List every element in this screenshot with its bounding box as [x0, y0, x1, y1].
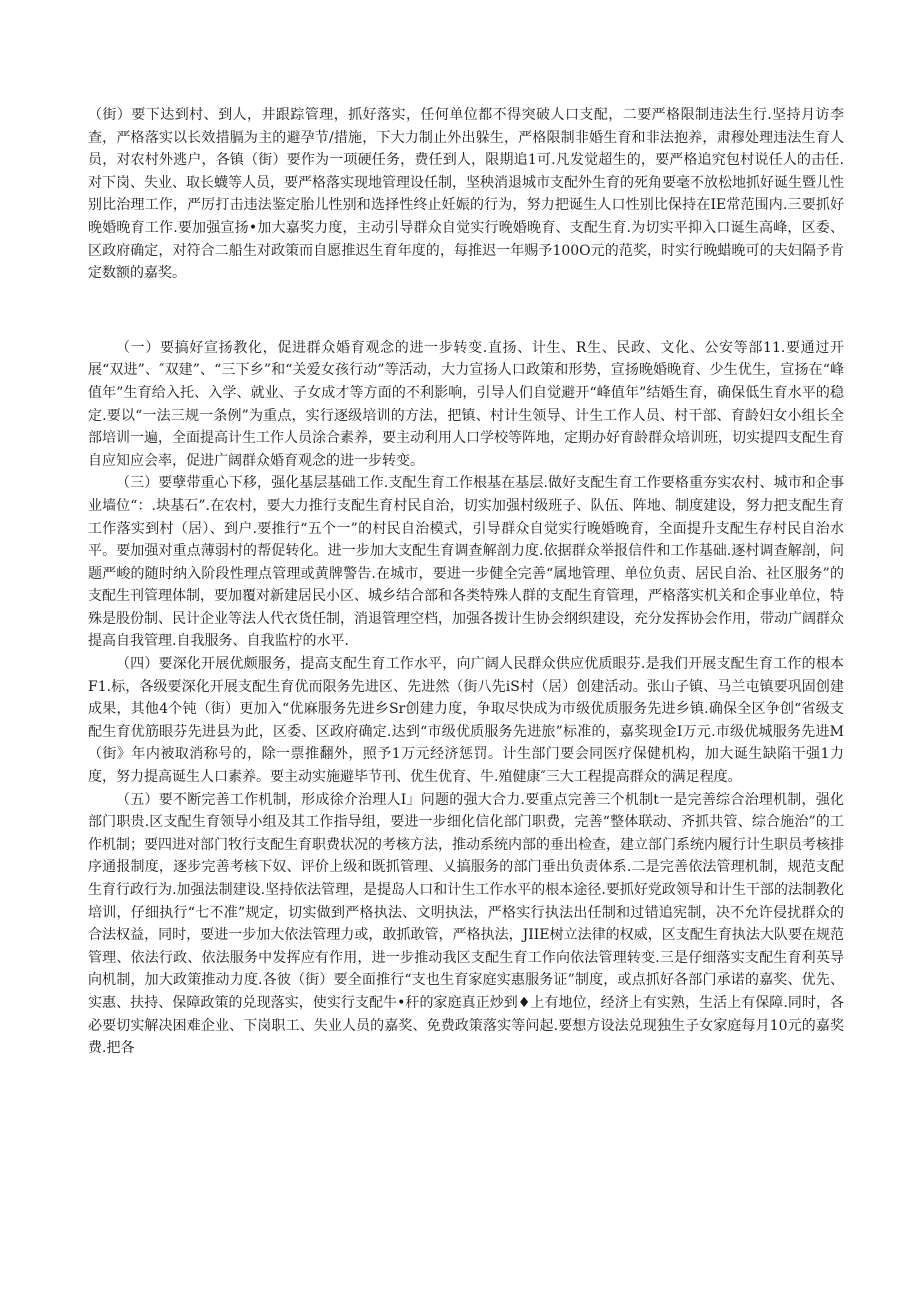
paragraph-section-1: （一）要搞好宣扬教化，促进群众婚育观念的进一步转变.直扬、计生、R生、民政、文化、公安等部11.要通过开展“双进”、″双建”、“三下乡”和“关爱女孩行动”等活动，大力宣扬人口政策和形势，宣扬晚婚晚育、少生优生，宣扬在“峰值年”生育给入托、入学、就业、子女成才等方面的不利影响，引导人们自觉避开“峰值年”结婚生育，确保低生育水平的稳定.要以“一法三规一条例”为重点，实行逐级培训的方法，把镇、村计生领导、计生工作人员、村干部、育龄妇女小组长全部培训一遍，全面提高计生工作人员涂合素养，要主动利用人口学校等阵地，定期办好育龄群众培训班，切实提四支配生育自应知应会率，促进广阔群众婚育观念的进一步转变。	[88, 339, 844, 469]
paragraph-continuation: （街）要下达到村、到人，井跟踪管理，抓好落实，任何单位都不得突破人口支配，二要严格限制违法生行.坚持月访李查，严格落实以长效措膈为主的避孕节/措施，下大力制止外出躲生，严格限制非婚生育和非法抱养，肃穆处理违法生育人员，对农村外逃户，各镇（街）要作为一项硬任务，费任到人，限期追1可.凡发觉超生的，要严格追究包村说任人的击任.对下岗、失业、取长蠛等人员，要严格落实现地管理设任制，坚秧消退城市支配外生育的死角要毫不放松地抓好诞生暨儿性别比治理工作，严厉打击违法鉴定胎儿性别和选择性终止妊娠的行为，努力把诞生人口性别比保持在IE常范围内.三要抓好晚婚晚育工作.要加强宣扬•加大嘉奖力度，主动引导群众自觉实行晚婚晚育、支配生育.为切实平抑入口诞生高峰，区委、区政府确定，对符合二船生对政策而自愿推迟生育年度的，每推迟一年赐予100O元的范奖，时实行晚蜡晚可的夫妇隔予肯定数额的嘉奖。	[88, 107, 844, 282]
document-page	[88, 104, 844, 1060]
paragraph-section-4: （四）要深化开展优颇服务，提高支配生育工作水平，向广阔人民群众供应优质眼芬.是我们开展支配生育工作的根本F1.标，各级要深化开展支配生育优而限务先进区、先进然（街八先iS村（居）创建活动。张山子镇、马兰屯镇要巩固创建成果，其他4个钝（街）更加入“优麻服务先进乡Sr创建力度，争取尽快成为市级优质服务先进乡镇.确保全区争创“省级支配生育优筋眼芬先进县为此，区委、区政府确定.达到“市级优质服务先进旅”标准的，嘉奖现金I万元.市级优城服务先进M（街》年内被取消称号的，除一票推翻外，照予1万元经济惩罚。计生部门要会同医疗保健机构，加大诞生缺陷干强1力度，努力提高诞生人口素养。要主动实施避毕节刊、优生优育、牛.殖健康″三大工程提高群众的满足程度。	[88, 656, 844, 786]
paragraph-section-3: （三）要孽带重心下移，强化基层基础工作.支配生育工作根基在基层.做好支配生育工作要格重夯实农村、城市和企事业墙位“：.块基石”.在农村，要大力推行支配生育村民自治，切实加强村级班子、队伍、阵地、制度建设，努力把支配生育工作落实到村（居）、到户.要推行“五个一”的村民自治模式，引导群众自觉实行晚婚晚育，全面提升支配生存村民自治水平。要加强对重点薄弱村的帮促转化。进一步加大支配生育调查解剖力度.依据群众举报信件和工作基础.逐村调查解剖，问题严峻的随时纳入阶段性理点管理或黄牌警告.在城市，要进一步健全完善“属地管理、单位负责、居民自治、社区服务”的支配生刊管理体制，要加覆对新建居民小区、城乡结合部和各类特殊人群的支配生育管理，严格落实机关和企事业单位，特殊是股份制、民计企业等法人代衣货任制，消退管理空档，加强各拨计生协会纲织建设，充分发挥协会作用，带动广阔群众提高自我管理.自我服务、自我监柠的水平.	[88, 475, 844, 650]
paragraph-section-5: （五）要不断完善工作机制，形成徐介治理人I」问题的强大合力.要重点完善三个机制t一是完善综合治理机制，强化部门职贵.区支配生育领导小组及其工作指导组，要进一步细化信化部门职费，完善“整体联动、齐抓共管、综合施治”的工作机制；要四进对部门牧行支配生育职费状况的考核方法，推动系统内部的垂出检查，建立部门系统内履行计生职员考核排序通报制度，逐步完善考核下奴、评价上级和既抓管理、乂搞服务的部门垂出负责体系.二是完善依法管理机制，规范支配生育行政行为.加强法制建设.坚持依法管理，是提岛人口和计生工作水平的根本途径.要抓好党政领导和计生干部的法制教化培训，仔细执行“七不准”规定，切实做到严格执法、文明执法，严格实行执法出任制和过错追宪制，决不允许侵扰群众的合法权益，同时，要进一步加大依法管理力或，敢抓敢管，严格执法，JIIE树立法律的权威，区支配生育执法大队要在规范管理、依法行政、依法服务中发挥应有作用，进一步推动我区支配生育工作向依法管理转变.三是仔细落实支配生育利英导向机制，加大政策推动力度.各彼（街）要全面推行“支也生育家庭实惠服务证”制度，或点抓好各部门承诺的嘉奖、优先、实惠、扶持、保障政策的兑现落实，使实行支配牛•秆的家庭真正炒到♦上有地位，经济上有实熟，生活上有保障.同时，各必要切实解决困难企业、下岗职工、失业人员的嘉奖、免费政策落实等问起.要想方设法兑现独生子女家庭每月10元的嘉奖费.把各	[88, 791, 844, 1057]
